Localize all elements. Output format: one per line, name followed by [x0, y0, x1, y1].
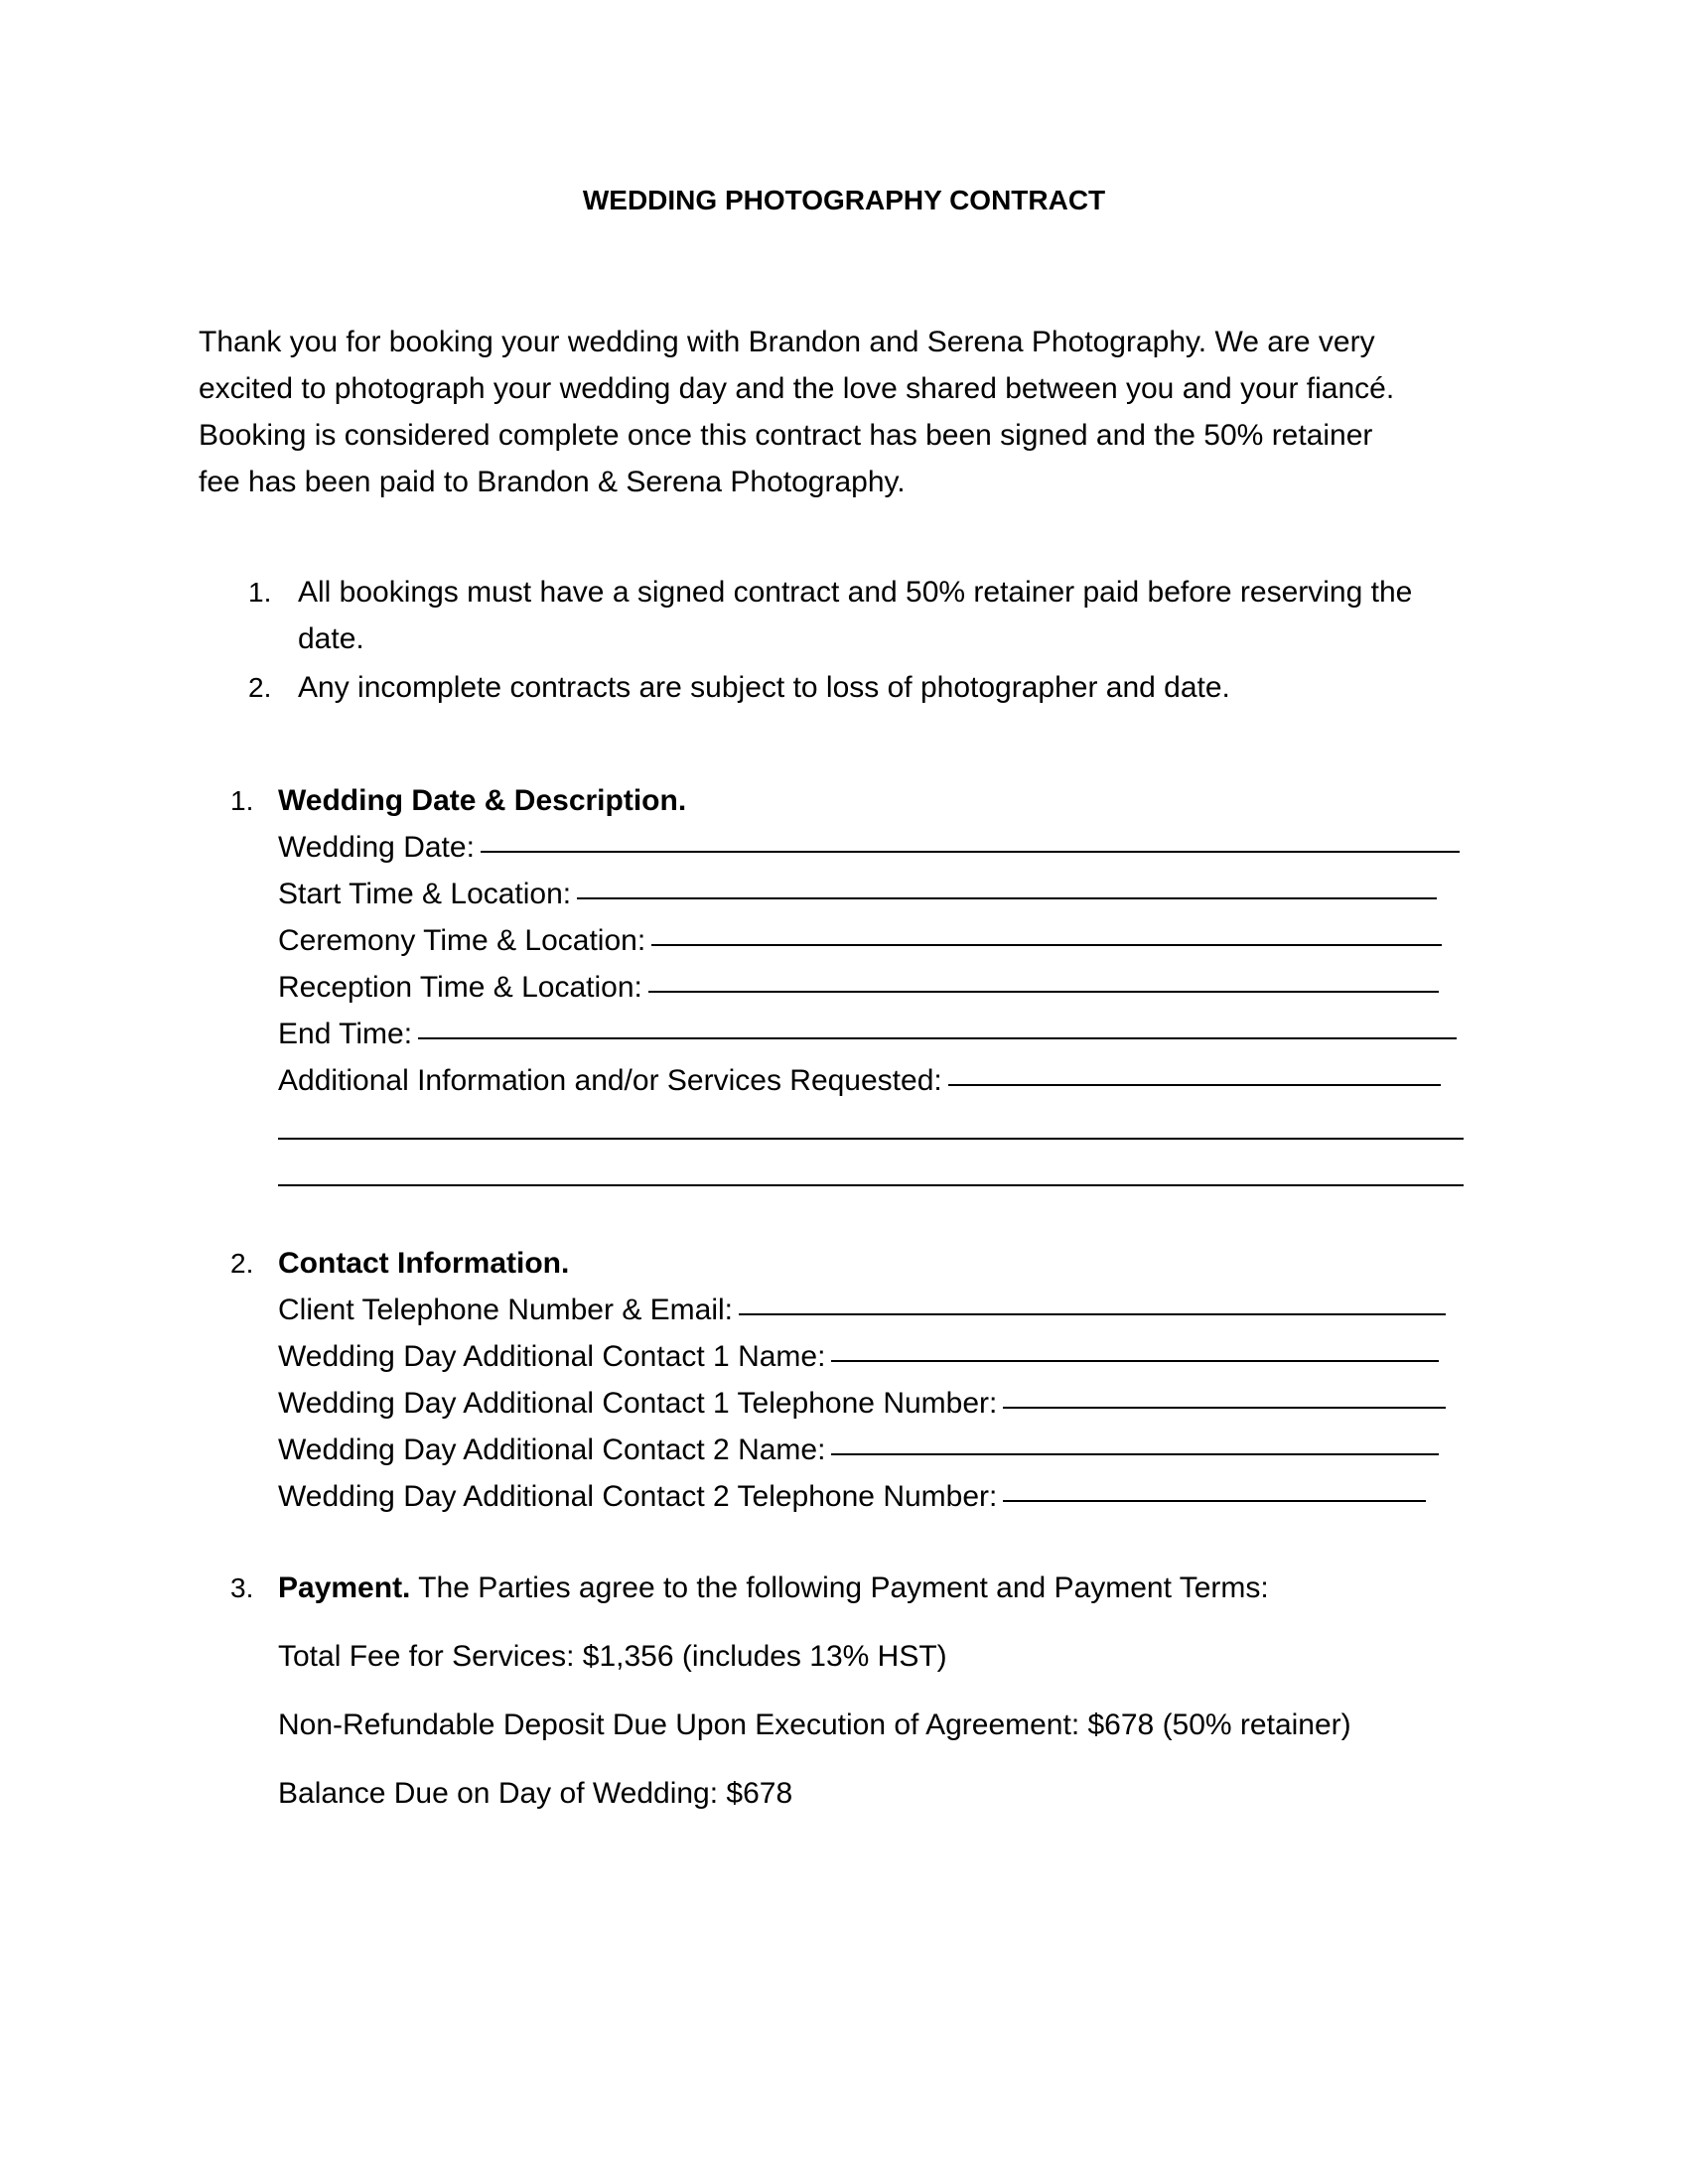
section-payment — [0, 1565, 1688, 1817]
section-wedding-date — [0, 777, 1688, 1197]
rule-number: 2. — [248, 672, 272, 703]
intro-line: Booking is considered complete once this contract has been signed and the 50% retainer — [199, 419, 1373, 452]
blank-line[interactable] — [948, 1084, 1441, 1086]
blank-line[interactable] — [418, 1037, 1457, 1039]
deposit-line: Non-Refundable Deposit Due Upon Execution of Agreement: $678 (50% retainer) — [278, 1708, 1351, 1741]
additional-information-line[interactable] — [278, 1104, 1688, 1151]
field-label: End Time: — [278, 1018, 413, 1050]
blank-line[interactable] — [577, 897, 1437, 899]
blank-line[interactable] — [648, 991, 1439, 993]
field-label: Start Time & Location: — [278, 878, 572, 910]
blank-line[interactable] — [831, 1360, 1439, 1362]
blank-line[interactable] — [1003, 1407, 1446, 1409]
end-time-field[interactable] — [278, 1011, 1688, 1057]
blank-line[interactable] — [1003, 1500, 1426, 1502]
section-heading: Wedding Date & Description. — [278, 784, 687, 817]
blank-line[interactable] — [278, 1138, 1464, 1140]
field-label: Wedding Day Additional Contact 2 Telephone Number: — [278, 1480, 998, 1513]
field-label: Wedding Day Additional Contact 2 Name: — [278, 1433, 826, 1466]
intro-line: Thank you for booking your wedding with Brandon and Serena Photography. We are very — [199, 326, 1375, 358]
rule-text: All bookings must have a signed contract and 50% retainer paid before reserving the date. — [298, 576, 1413, 655]
section-number: 3. — [230, 1572, 254, 1603]
balance-due-line: Balance Due on Day of Wedding: $678 — [278, 1777, 793, 1810]
start-time-location-field[interactable] — [278, 871, 1688, 917]
rule-number: 1. — [248, 577, 272, 608]
client-telephone-email-field[interactable] — [278, 1287, 1688, 1333]
wedding-date-field[interactable] — [278, 824, 1688, 871]
blank-line[interactable] — [831, 1453, 1439, 1455]
section-heading: Payment. — [278, 1571, 411, 1604]
contact-1-name-field[interactable] — [278, 1333, 1688, 1380]
payment-terms-intro: The Parties agree to the following Payment and Payment Terms: — [410, 1571, 1269, 1604]
contact-2-telephone-field[interactable] — [278, 1473, 1688, 1520]
booking-rules-list — [0, 569, 1688, 713]
booking-rule — [0, 664, 1688, 711]
blank-line[interactable] — [278, 1184, 1464, 1186]
field-label: Reception Time & Location: — [278, 971, 642, 1004]
rule-text: Any incomplete contracts are subject to loss of photographer and date. — [298, 671, 1230, 704]
blank-line[interactable] — [739, 1313, 1446, 1315]
section-contact-information — [0, 1240, 1688, 1520]
additional-information-line[interactable] — [278, 1151, 1688, 1197]
contact-1-telephone-field[interactable] — [278, 1380, 1688, 1427]
field-label: Client Telephone Number & Email: — [278, 1294, 734, 1326]
field-label: Additional Information and/or Services Requested: — [278, 1064, 942, 1097]
field-label: Ceremony Time & Location: — [278, 924, 646, 957]
field-label: Wedding Day Additional Contact 1 Telephone Number: — [278, 1387, 998, 1420]
payment-heading-line — [278, 1565, 1688, 1611]
intro-line: fee has been paid to Brandon & Serena Photography. — [199, 466, 906, 498]
additional-information-field[interactable] — [278, 1057, 1688, 1104]
total-fee-line: Total Fee for Services: $1,356 (includes 13% HST) — [278, 1640, 947, 1673]
intro-paragraph — [199, 319, 1430, 505]
contact-2-name-field[interactable] — [278, 1427, 1688, 1473]
section-heading: Contact Information. — [278, 1247, 570, 1280]
section-number: 2. — [230, 1248, 254, 1279]
section-number: 1. — [230, 785, 254, 816]
ceremony-time-location-field[interactable] — [278, 917, 1688, 964]
blank-line[interactable] — [651, 944, 1442, 946]
booking-rule — [0, 569, 1688, 662]
intro-line: excited to photograph your wedding day and the love shared between you and your fiancé. — [199, 372, 1395, 405]
page-title: WEDDING PHOTOGRAPHY CONTRACT — [582, 185, 1106, 215]
field-label: Wedding Day Additional Contact 1 Name: — [278, 1340, 826, 1373]
reception-time-location-field[interactable] — [278, 964, 1688, 1011]
blank-line[interactable] — [481, 851, 1460, 853]
field-label: Wedding Date: — [278, 831, 475, 864]
